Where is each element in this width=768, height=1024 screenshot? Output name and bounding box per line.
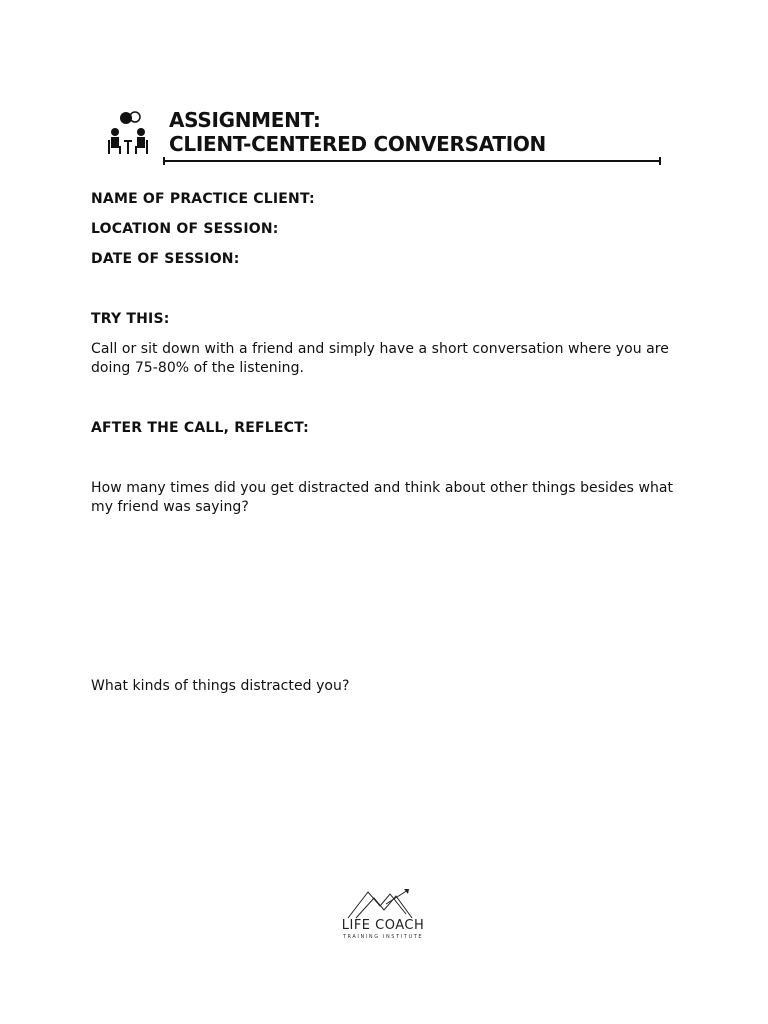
assignment-title: [169, 108, 546, 156]
assignment-title-line2: CLIENT-CENTERED CONVERSATION: [169, 132, 546, 156]
life-coach-logo: [328, 866, 438, 974]
reflect-question-distractions-count: How many times did you get distracted and think about other things besides what my friend was saying?: [91, 480, 674, 515]
reflect-question-distraction-kinds: What kinds of things distracted you?: [91, 678, 350, 694]
date-label: DATE OF SESSION:: [91, 251, 240, 267]
assignment-header: [91, 96, 679, 176]
logo-name: LIFE COACH: [341, 918, 425, 933]
assignment-title-line1: ASSIGNMENT:: [169, 108, 321, 132]
logo-subtitle: TRAINING INSTITUTE: [342, 934, 424, 940]
reflect-heading: AFTER THE CALL, REFLECT:: [91, 420, 309, 436]
two-people-conversation-icon: [106, 110, 150, 162]
try-this-heading: TRY THIS:: [91, 311, 170, 327]
location-label: LOCATION OF SESSION:: [91, 221, 279, 237]
try-this-instruction: Call or sit down with a friend and simply have a short conversation where you are doing 75-80% of the listening.: [91, 341, 669, 376]
header-divider: [163, 160, 661, 162]
mountain-peaks-arrow-icon: [346, 886, 420, 920]
client-name-label: NAME OF PRACTICE CLIENT:: [91, 191, 315, 207]
